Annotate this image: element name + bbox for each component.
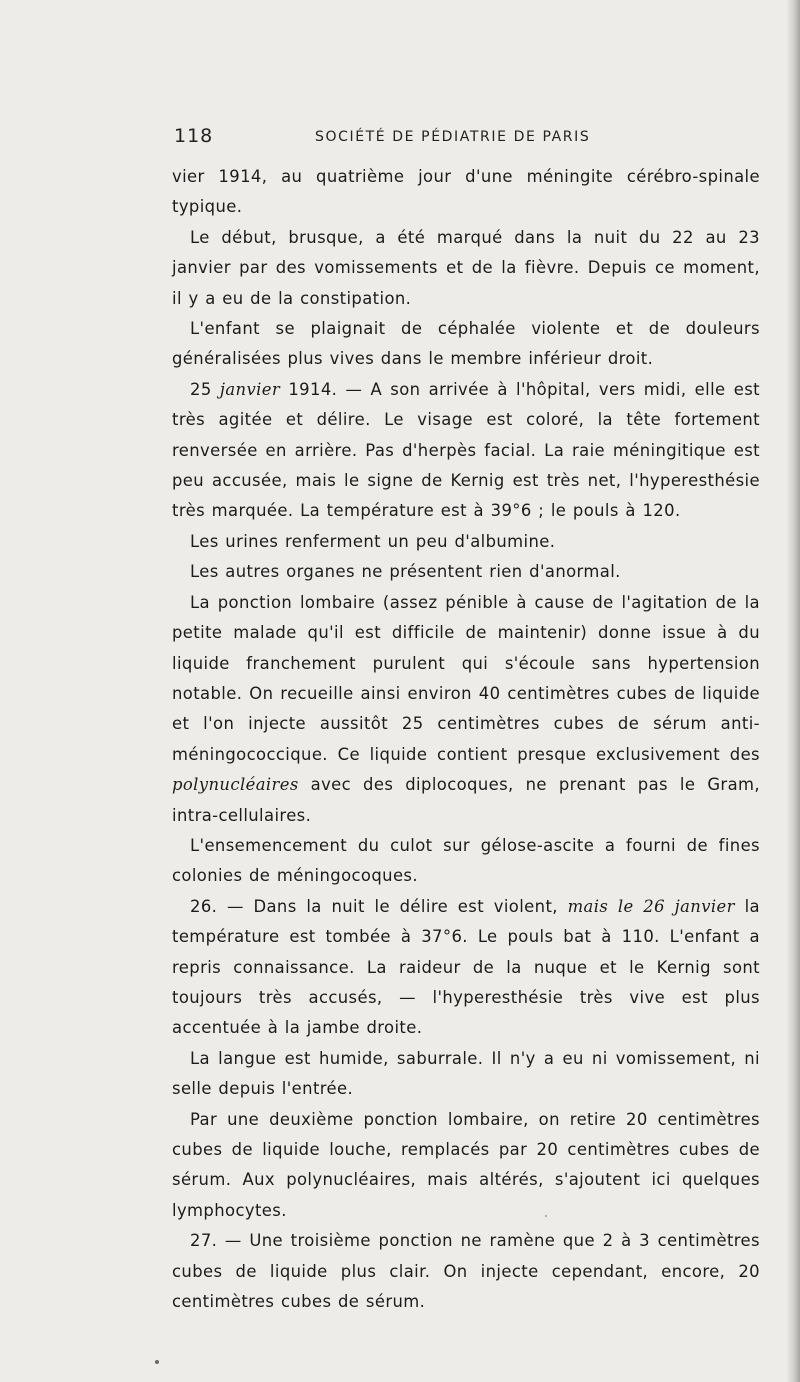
paragraph xyxy=(172,223,760,314)
paragraph xyxy=(172,375,760,527)
body-text xyxy=(172,162,760,1317)
paragraph xyxy=(172,892,760,1044)
paragraph-text: vier 1914, au quatrième jour d'une méningite cérébro-spinale typique. xyxy=(172,167,760,217)
paragraph-text: Les urines renferment un peu d'albumine. xyxy=(190,531,556,551)
paragraph-text: L'enfant se plaignait de céphalée violente et de douleurs généralisées plus vives dans le membre inférieur droit. xyxy=(172,319,760,369)
date-lead: 25 xyxy=(190,379,220,399)
paper-speck xyxy=(155,1360,159,1364)
running-title: SOCIÉTÉ DE PÉDIATRIE DE PARIS xyxy=(315,129,591,145)
paragraph-text: Le début, brusque, a été marqué dans la nuit du 22 au 23 janvier par des vomissements et de la fièvre. Depuis ce moment, il y a eu de la constipation. xyxy=(172,227,760,308)
italic-phrase: mais le 26 janvier xyxy=(567,896,735,916)
paragraph-text: 27. — Une troisième ponction ne ramène que 2 à 3 centimètres cubes de liquide plus clair. On injecte cependant, encore, 20 centimètres cubes de sérum. xyxy=(172,1231,760,1312)
paragraph xyxy=(172,527,760,557)
paragraph-text: Les autres organes ne présentent rien d'anormal. xyxy=(190,562,621,582)
paragraph-text: La langue est humide, saburrale. Il n'y a eu ni vomissement, ni selle depuis l'entrée. xyxy=(172,1048,760,1099)
paragraph-text: L'ensemencement du culot sur gélose-ascite a fourni de fines colonies de méningocoques. xyxy=(172,835,760,886)
page-header xyxy=(0,125,800,155)
paragraph-text: la température est tombée à 37°6. Le pouls bat à 110. L'enfant a repris connaissance. La raideur de la nuque et le Kernig sont toujours très accusés, — l'hyperesthésie très vive est plus accentuée à la jambe droite. xyxy=(172,896,760,1038)
paragraph xyxy=(172,831,760,892)
paragraph-text: 1914. — A son arrivée à l'hôpital, vers midi, elle est très agitée et délire. Le visage est coloré, la tête fortement renversée en arrière. Pas d'herpès facial. La raie méningitique est peu accusée, mais le signe de Kernig est très net, l'hyperesthésie très marquée. La température est à 39°6 ; le pouls à 120. xyxy=(172,379,760,521)
page-edge-shadow xyxy=(786,0,800,1382)
paragraph-text: avec des diplocoques, ne prenant pas le Gram, intra-cellulaires. xyxy=(172,775,760,825)
paragraph xyxy=(172,314,760,375)
date-italic: janvier xyxy=(219,379,281,399)
paragraph xyxy=(172,162,760,223)
italic-term: polynucléaires xyxy=(172,775,299,795)
paragraph xyxy=(172,588,760,831)
paragraph-text: Par une deuxième ponction lombaire, on retire 20 centimètres cubes de liquide louche, remplacés par 20 centimètres cubes de sérum. Aux polynucléaires, mais altérés, s'ajoutent ici quelques lymphocytes. xyxy=(172,1109,760,1220)
paragraph xyxy=(172,1226,760,1317)
paragraph xyxy=(172,1105,760,1227)
paragraph-text: 26. — Dans la nuit le délire est violent, xyxy=(190,896,568,916)
paragraph xyxy=(172,557,760,587)
paragraph xyxy=(172,1044,760,1105)
page-number: 118 xyxy=(174,125,214,147)
paragraph-text: La ponction lombaire (assez pénible à cause de l'agitation de la petite malade qu'il est difficile de maintenir) donne issue à du liquide franchement purulent qui s'écoule sans hypertension notable. On recueille ainsi environ 40 centimètres cubes de liquide et l'on injecte aussitôt 25 centimètres cubes de sérum anti-méningococcique. Ce liquide contient presque exclusivement des xyxy=(172,592,760,764)
paper-speck xyxy=(545,1215,547,1217)
